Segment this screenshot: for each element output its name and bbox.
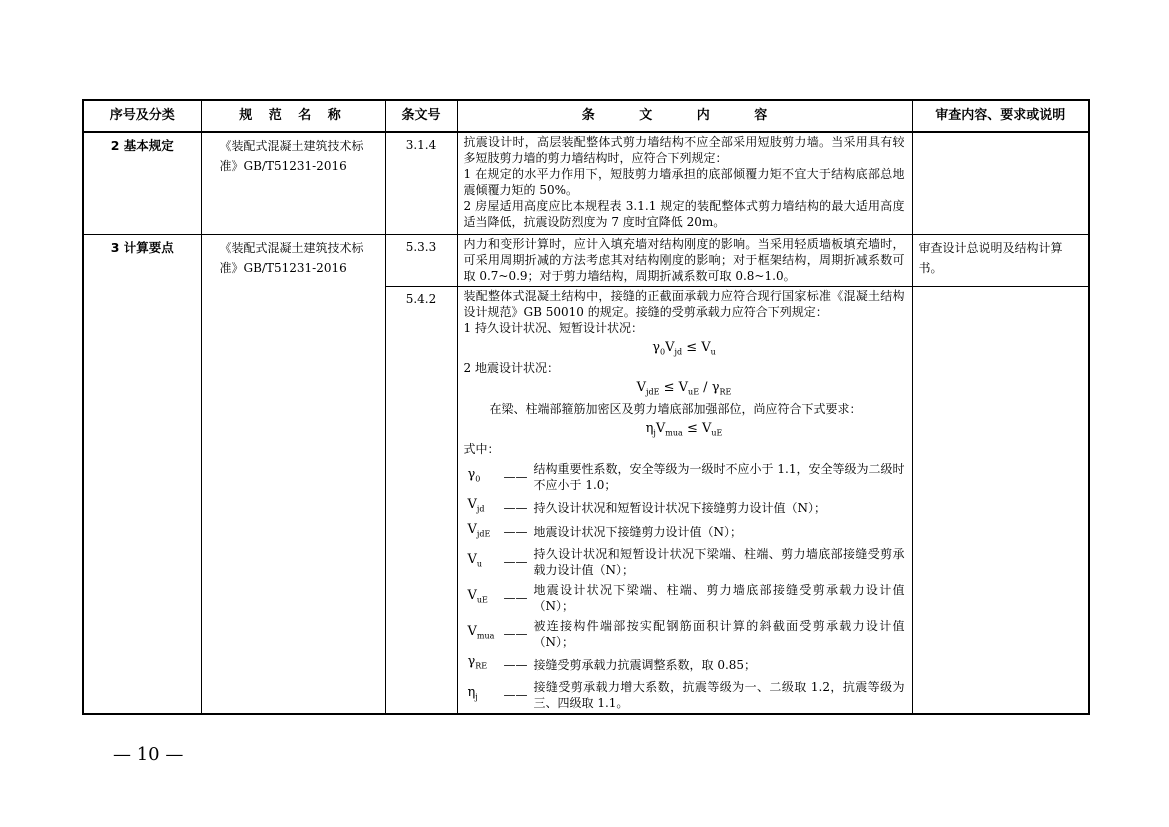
definition-symbol: $\gamma_0$ <box>467 466 481 484</box>
definition-dash: —— <box>503 525 528 540</box>
category-cell: 2 基本规定 <box>83 132 201 234</box>
content-line: 1 在规定的水平力作用下，短肢剪力墙承担的底部倾覆力矩不宜大于结构底部总地震倾覆力矩的 50%。 <box>463 167 905 197</box>
standard-cell: 《装配式混凝土建筑技术标准》GB/T51231-2016 <box>201 234 385 714</box>
definition-item <box>464 618 905 650</box>
definition-text: 接缝受剪承载力增大系数，抗震等级为一、二级取 1.2，抗震等级为三、四级取 1.1。 <box>533 680 905 711</box>
formula-1: $\gamma_0V_{jd} \le V_u$ <box>652 339 716 357</box>
header-review: 审查内容、要求或说明 <box>912 100 1089 132</box>
definition-item <box>464 497 905 518</box>
case-2-text: 2 地震设计状况： <box>463 361 559 376</box>
content-line: 2 房屋适用高度应比本规程表 3.1.1 规定的装配整体式剪力墙结构的最大适用高度适当降低，抗震设防烈度为 7 度时宜降低 20m。 <box>463 199 905 229</box>
definition-text: 被连接构件端部按实配钢筋面积计算的斜截面受剪承载力设计值（N）； <box>533 619 905 650</box>
definition-symbol: $\eta_j$ <box>467 684 478 702</box>
clause-cell: 3.1.4 <box>385 132 457 234</box>
definition-symbol: $\gamma_{RE}$ <box>467 654 488 672</box>
page-number: — 10 — <box>113 744 184 765</box>
case-1-text: 1 持久设计状况、短暂设计状况： <box>463 320 643 335</box>
header-content: 条 文 内 容 <box>457 100 912 132</box>
table-row <box>83 132 1089 234</box>
definition-item <box>464 679 905 711</box>
definition-dash: —— <box>503 627 528 642</box>
formula-2: $V_{jdE} \le V_{uE} / \gamma_{RE}$ <box>636 380 732 397</box>
header-category: 序号及分类 <box>83 100 201 132</box>
definition-dash: —— <box>503 470 528 485</box>
intro-text: 装配整体式混凝土结构中，接缝的正截面承载力应符合现行国家标准《混凝土结构设计规范》GB 50010 的规定。接缝的受剪承载力应符合下列规定： <box>463 288 905 319</box>
definition-symbol: $V_{uE}$ <box>467 588 488 605</box>
definition-symbol: $V_{jd}$ <box>467 497 485 514</box>
review-cell <box>912 286 1089 714</box>
definition-symbol: $V_u$ <box>467 552 483 569</box>
note-text: 在梁、柱端部箍筋加密区及剪力墙底部加强部位，尚应符合下式要求： <box>489 401 862 416</box>
definition-item <box>464 654 905 675</box>
content-cell <box>457 286 912 714</box>
definition-item <box>464 546 905 578</box>
definition-text: 地震设计状况下接缝剪力设计值（N）； <box>533 525 743 540</box>
formula-3: $\eta_jV_{mua} \le V_{uE}$ <box>645 420 723 438</box>
definition-dash: —— <box>503 500 528 515</box>
category-cell: 3 计算要点 <box>83 234 201 714</box>
definition-text: 接缝受剪承载力抗震调整系数，取 0.85； <box>533 657 757 672</box>
header-clause: 条文号 <box>385 100 457 132</box>
header-standard: 规 范 名 称 <box>201 100 385 132</box>
spec-table <box>82 99 1090 715</box>
definition-symbol: $V_{jdE}$ <box>467 521 491 539</box>
definition-list <box>464 461 905 711</box>
definition-text: 持久设计状况和短暂设计状况下接缝剪力设计值（N）； <box>533 500 827 515</box>
review-cell <box>912 132 1089 234</box>
definition-dash: —— <box>503 657 528 672</box>
definition-dash: —— <box>503 688 528 703</box>
clause-cell: 5.4.2 <box>385 286 457 714</box>
definition-text: 地震设计状况下梁端、柱端、剪力墙底部接缝受剪承载力设计值（N）； <box>533 583 905 614</box>
content-line: 内力和变形计算时，应计入填充墙对结构刚度的影响。当采用轻质墙板填充墙时，可采用周期折减的方法考虑其对结构刚度的影响；对于框架结构，周期折减系数可取 0.7~0.9；对于剪力墙结构，周期折减系数可取 0.8~1.0。 <box>463 236 905 283</box>
content-line: 抗震设计时，高层装配整体式剪力墙结构不应全部采用短肢剪力墙。当采用具有较多短肢剪力墙的剪力墙结构时，应符合下列规定： <box>463 135 905 165</box>
table-header-row <box>83 100 1089 132</box>
content-cell <box>457 132 912 234</box>
definition-text: 持久设计状况和短暂设计状况下梁端、柱端、剪力墙底部接缝受剪承载力设计值（N）； <box>533 547 905 578</box>
content-cell <box>457 234 912 286</box>
definition-dash: —— <box>503 555 528 570</box>
definition-item <box>464 461 905 493</box>
definition-text: 结构重要性系数，安全等级为一级时不应小于 1.1，安全等级为二级时不应小于 1.0； <box>533 462 905 493</box>
clause-cell: 5.3.3 <box>385 234 457 286</box>
definition-item <box>464 522 905 543</box>
where-text: 式中： <box>463 442 500 457</box>
standard-cell: 《装配式混凝土建筑技术标准》GB/T51231-2016 <box>201 132 385 234</box>
review-cell: 审查设计总说明及结构计算书。 <box>912 234 1089 286</box>
definition-dash: —— <box>503 591 528 606</box>
definition-item <box>464 582 905 614</box>
table-row <box>83 234 1089 286</box>
definition-symbol: $V_{mua}$ <box>467 624 495 641</box>
